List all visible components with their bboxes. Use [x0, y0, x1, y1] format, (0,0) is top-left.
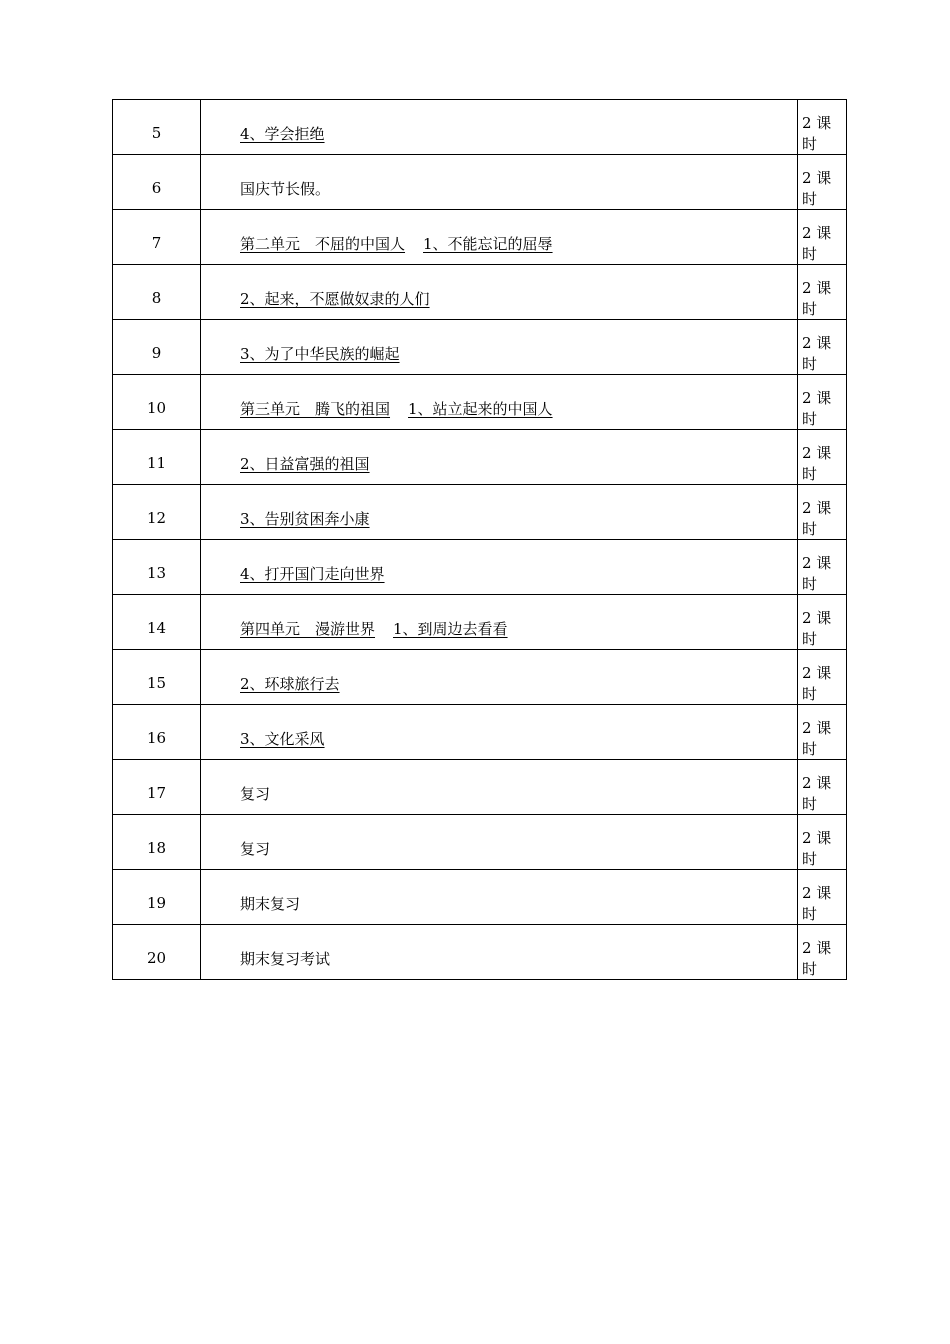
week-number-cell: 12 — [113, 485, 201, 540]
class-hours-cell: 2 课时 — [798, 430, 847, 485]
week-number-cell: 9 — [113, 320, 201, 375]
class-hours-cell: 2 课时 — [798, 540, 847, 595]
table-row — [113, 705, 847, 760]
lesson-title-text: 1、不能忘记的屈辱 — [423, 234, 553, 253]
table-row — [113, 100, 847, 155]
week-number-cell: 13 — [113, 540, 201, 595]
week-number-cell: 10 — [113, 375, 201, 430]
class-hours-cell: 2 课时 — [798, 100, 847, 155]
table-row — [113, 265, 847, 320]
table-row — [113, 540, 847, 595]
class-hours-cell: 2 课时 — [798, 155, 847, 210]
lesson-title-text: 期末复习 — [240, 894, 301, 913]
lesson-content-cell — [201, 100, 798, 155]
table-row — [113, 925, 847, 980]
lesson-content-cell — [201, 925, 798, 980]
lesson-content-cell — [201, 870, 798, 925]
lesson-title-text: 第三单元 腾飞的祖国 — [240, 399, 391, 418]
week-number-cell: 7 — [113, 210, 201, 265]
class-hours-cell: 2 课时 — [798, 925, 847, 980]
lesson-title-text: 1、到周边去看看 — [393, 619, 508, 638]
lesson-title-text: 复习 — [240, 784, 271, 803]
lesson-content-cell — [201, 375, 798, 430]
week-number-cell: 15 — [113, 650, 201, 705]
class-hours-cell: 2 课时 — [798, 650, 847, 705]
lesson-content-cell — [201, 815, 798, 870]
lesson-content-cell — [201, 760, 798, 815]
lesson-content-cell — [201, 265, 798, 320]
lesson-content-cell — [201, 540, 798, 595]
table-row — [113, 650, 847, 705]
lesson-title-text: 2、起来，不愿做奴隶的人们 — [240, 289, 430, 308]
lesson-content-cell — [201, 430, 798, 485]
class-hours-cell: 2 课时 — [798, 815, 847, 870]
table-row — [113, 320, 847, 375]
table-row — [113, 155, 847, 210]
teaching-schedule-table — [112, 99, 847, 980]
table-row — [113, 375, 847, 430]
class-hours-cell: 2 课时 — [798, 485, 847, 540]
lesson-content-cell — [201, 650, 798, 705]
table-row — [113, 595, 847, 650]
week-number-cell: 6 — [113, 155, 201, 210]
lesson-title-text: 国庆节长假。 — [240, 179, 331, 198]
lesson-title-text: 3、文化采风 — [240, 729, 325, 748]
lesson-content-cell — [201, 155, 798, 210]
class-hours-cell: 2 课时 — [798, 265, 847, 320]
lesson-title-text: 2、环球旅行去 — [240, 674, 340, 693]
class-hours-cell: 2 课时 — [798, 375, 847, 430]
week-number-cell: 5 — [113, 100, 201, 155]
table-row — [113, 815, 847, 870]
table-row — [113, 485, 847, 540]
lesson-title-text: 第四单元 漫游世界 — [240, 619, 376, 638]
lesson-content-cell — [201, 595, 798, 650]
class-hours-cell: 2 课时 — [798, 595, 847, 650]
week-number-cell: 16 — [113, 705, 201, 760]
week-number-cell: 14 — [113, 595, 201, 650]
class-hours-cell: 2 课时 — [798, 210, 847, 265]
week-number-cell: 8 — [113, 265, 201, 320]
lesson-title-text: 3、告别贫困奔小康 — [240, 509, 370, 528]
week-number-cell: 11 — [113, 430, 201, 485]
lesson-content-cell — [201, 705, 798, 760]
lesson-title-text: 4、学会拒绝 — [240, 124, 325, 143]
lesson-content-cell — [201, 485, 798, 540]
lesson-content-cell — [201, 320, 798, 375]
week-number-cell: 20 — [113, 925, 201, 980]
class-hours-cell: 2 课时 — [798, 760, 847, 815]
table-row — [113, 430, 847, 485]
class-hours-cell: 2 课时 — [798, 870, 847, 925]
lesson-title-text: 3、为了中华民族的崛起 — [240, 344, 400, 363]
lesson-title-text: 2、日益富强的祖国 — [240, 454, 370, 473]
table-row — [113, 210, 847, 265]
lesson-title-text: 复习 — [240, 839, 271, 858]
table-row — [113, 760, 847, 815]
week-number-cell: 17 — [113, 760, 201, 815]
schedule-body — [113, 100, 847, 980]
lesson-title-text: 4、打开国门走向世界 — [240, 564, 385, 583]
class-hours-cell: 2 课时 — [798, 705, 847, 760]
class-hours-cell: 2 课时 — [798, 320, 847, 375]
week-number-cell: 19 — [113, 870, 201, 925]
lesson-title-text: 1、站立起来的中国人 — [408, 399, 553, 418]
week-number-cell: 18 — [113, 815, 201, 870]
lesson-title-text: 第二单元 不屈的中国人 — [240, 234, 406, 253]
lesson-title-text: 期末复习考试 — [240, 949, 331, 968]
table-row — [113, 870, 847, 925]
lesson-content-cell — [201, 210, 798, 265]
